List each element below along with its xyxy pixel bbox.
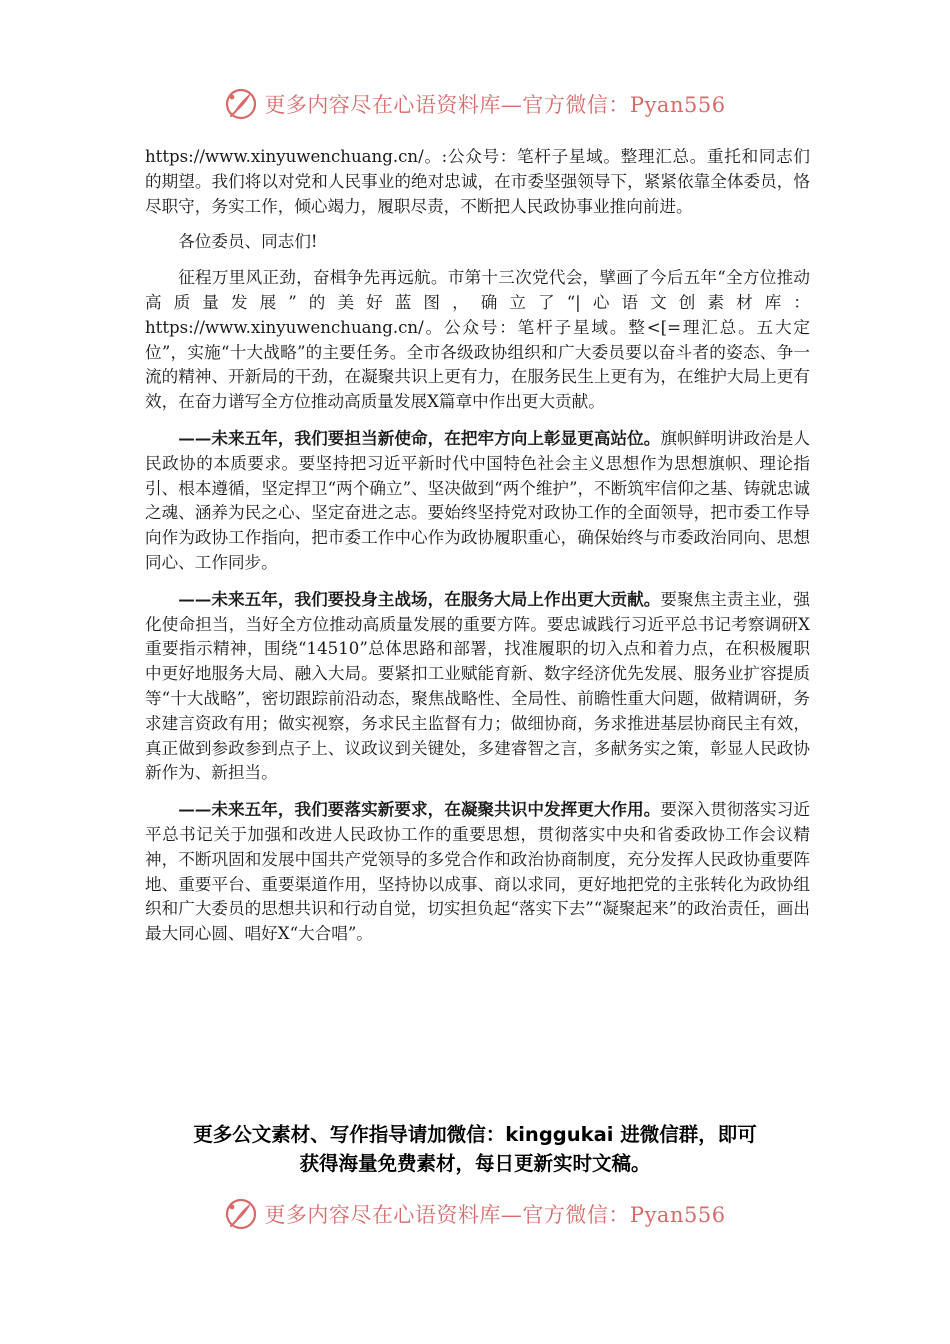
- paragraph-lead-heading: ——未来五年，我们要担当新使命，在把牢方向上彰显更高站位。: [178, 427, 661, 448]
- paragraph: [145, 145, 810, 219]
- header-watermark-text: 更多内容尽在心语资料库—官方微信：Pyan556: [264, 93, 726, 117]
- paragraph-text: 各位委员、同志们!: [178, 232, 318, 252]
- paragraph: [145, 797, 810, 947]
- paragraph-lead-heading: ——未来五年，我们要落实新要求，在凝聚共识中发挥更大作用。: [178, 799, 661, 820]
- footer-watermark-banner: [0, 1192, 950, 1236]
- header-watermark-banner: [0, 82, 950, 126]
- paragraph-text: 要深入贯彻落实习近平总书记关于加强和改进人民政协工作的重要思想，贯彻落实中央和省委政协工作会议精神，不断巩固和发展中国共产党领导的多党合作和政治协商制度，充分发挥人民政协重要阵地、重要平台、重要渠道作用，坚持协以成事、商以求同，更好地把党的主张转化为政协组织和广大委员的思想共识和行动自觉，切实担负起“落实下去”“凝聚起来”的政治责任，画出最大同心圆、唱好X“大合唱”。: [145, 800, 811, 944]
- paragraph-text: https://www.xinyuwenchuang.cn/。:公众号：笔杆子星域。整理汇总。重托和同志们的期望。我们将以对党和人民事业的绝对忠诚，在市委坚强领导下，紧紧依靠全体委员，恪尽职守，务实工作，倾心竭力，履职尽责，不断把人民政协事业推向前进。: [145, 147, 810, 216]
- paragraph-text: 旗帜鲜明讲政治是人民政协的本质要求。要坚持把习近平新时代中国特色社会主义思想作为思想旗帜、理论指引、根本遵循，坚定捍卫“两个确立”、坚决做到“两个维护”，不断筑牢信仰之基、铸就忠诚之魂、涵养为民之心、坚定奋进之志。要始终坚持党对政协工作的全面领导，把市委工作导向作为政协工作指向，把市委工作中心作为政协履职重心，确保始终与市委政治同向、思想同心、工作同步。: [145, 428, 811, 572]
- footer-watermark-text: 更多内容尽在心语资料库—官方微信：Pyan556: [264, 1203, 726, 1227]
- promo-line-1: 更多公文素材、写作指导请加微信：kinggukai 进微信群，即可: [193, 1123, 757, 1146]
- paragraph-lead-heading: ——未来五年，我们要投身主战场，在服务大局上作出更大贡献。: [178, 588, 661, 609]
- promo-line-2: 获得海量免费素材，每日更新实时文稿。: [299, 1152, 651, 1175]
- paragraph: [145, 426, 810, 576]
- paragraph: [145, 266, 810, 415]
- promo-notice: [100, 1120, 850, 1178]
- paragraph: [145, 587, 810, 786]
- document-body: [145, 145, 810, 958]
- quill-pen-logo-icon: [224, 87, 258, 121]
- paragraph-text: 征程万里风正劲，奋楫争先再远航。市第十三次党代会，擘画了今后五年“全方位推动高质量发展”的美好蓝图，确立了“|心语文创素材库：https://www.xinyuwenchuang.cn/。公众号：笔杆子星域。整<[=理汇总。五大定位”，实施“十大战略”的主要任务。全市各级政协组织和广大委员要以奋斗者的姿态、争一流的精神、开新局的干劲，在凝聚共识上更有力，在服务民生上更有为，在维护大局上更有效，在奋力谱写全方位推动高质量发展X篇章中作出更大贡献。: [145, 268, 810, 412]
- quill-pen-logo-icon: [224, 1197, 258, 1231]
- paragraph: [145, 230, 810, 255]
- paragraph-text: 要聚焦主责主业，强化使命担当，当好全方位推动高质量发展的重要方阵。要忠诚践行习近平总书记考察调研X重要指示精神，围绕“14510”总体思路和部署，找准履职的切入点和着力点，在积极履职中更好地服务大局、融入大局。要紧扣工业赋能育新、数字经济优先发展、服务业扩容提质等“十大战略”，密切跟踪前沿动态，聚焦战略性、全局性、前瞻性重大问题，做精调研，务求建言资政有用；做实视察，务求民主监督有力；做细协商，务求推进基层协商民主有效，真正做到参政参到点子上、议政议到关键处，多建睿智之言，多献务实之策，彰显人民政协新作为、新担当。: [145, 589, 811, 783]
